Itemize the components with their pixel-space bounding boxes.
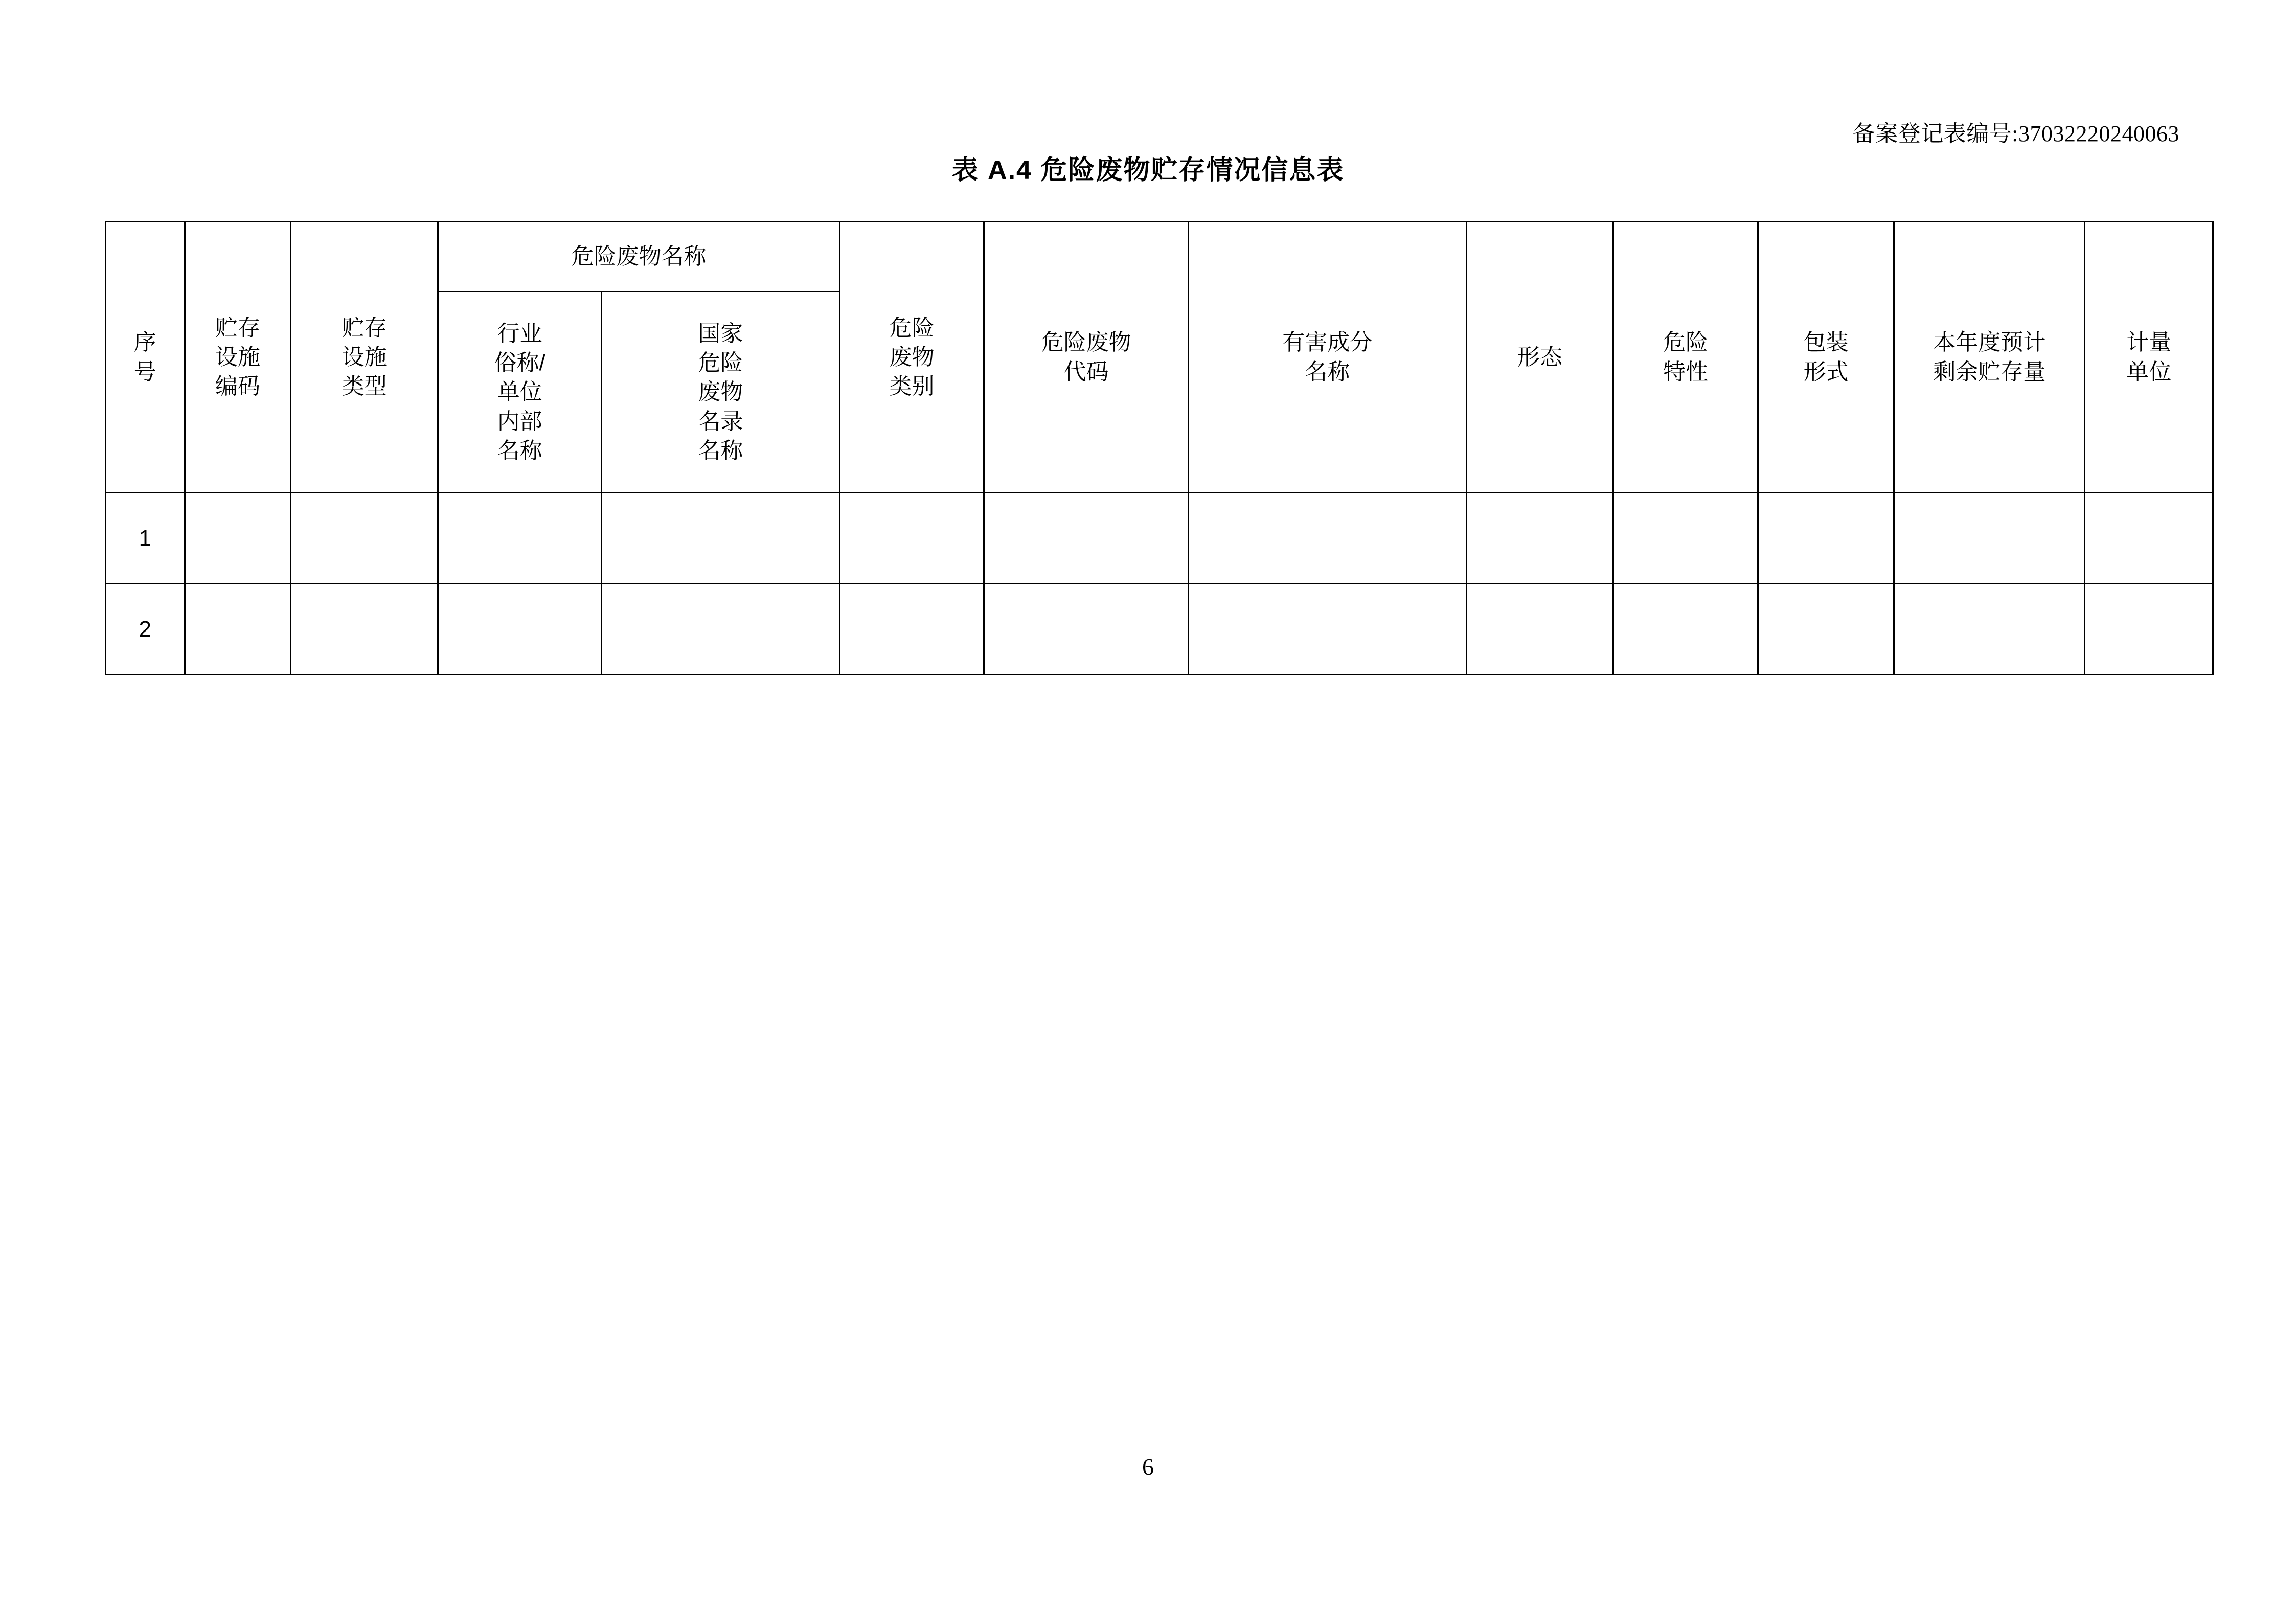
col-header-waste-code-line1: 危险废物: [1041, 330, 1131, 355]
cell-waste-code[interactable]: [984, 493, 1189, 584]
cell-industry-name[interactable]: [438, 584, 602, 675]
col-header-estimated-remaining-line1: 本年度预计: [1933, 330, 2046, 355]
col-header-harmful-component-line2: 名称: [1305, 359, 1350, 385]
cell-package-form[interactable]: [1758, 493, 1894, 584]
col-header-facility-code-line1: 贮存: [215, 315, 260, 341]
col-header-form-line1: 形态: [1517, 344, 1562, 370]
col-header-unit: [2085, 222, 2213, 493]
col-header-hazard-property: [1613, 222, 1758, 493]
col-header-facility-type-line3: 类型: [342, 374, 387, 399]
cell-facility-type[interactable]: [291, 584, 438, 675]
col-header-package-form-line1: 包装: [1803, 330, 1849, 355]
col-header-unit-line2: 单位: [2126, 359, 2172, 385]
col-header-hazard-property-line1: 危险: [1663, 330, 1709, 355]
col-header-estimated-remaining: [1894, 222, 2085, 493]
page-number: 6: [1142, 1454, 1154, 1480]
col-header-facility-code: [185, 222, 291, 493]
cell-waste-code[interactable]: [984, 584, 1189, 675]
cell-waste-category[interactable]: [839, 584, 984, 675]
cell-catalog-name[interactable]: [601, 493, 839, 584]
col-header-catalog-name: [601, 292, 839, 493]
col-header-seq: [106, 222, 185, 493]
col-header-catalog-name-line4: 名录: [698, 409, 743, 434]
cell-waste-category[interactable]: [839, 493, 984, 584]
waste-storage-table: [105, 221, 2214, 675]
col-header-hazard-property-line2: 特性: [1663, 359, 1709, 385]
col-header-waste-category-line3: 类别: [889, 374, 935, 399]
cell-seq: 2: [106, 584, 185, 675]
table-header-row-top: [106, 222, 2213, 292]
col-header-seq-line1: 序: [133, 330, 156, 355]
col-header-catalog-name-line1: 国家: [698, 321, 743, 347]
col-header-seq-line2: 号: [133, 359, 156, 385]
col-header-catalog-name-line5: 名称: [698, 438, 743, 463]
col-header-waste-category-line2: 废物: [889, 344, 935, 370]
col-header-package-form: [1758, 222, 1894, 493]
col-header-facility-code-line2: 设施: [215, 344, 260, 370]
cell-facility-code[interactable]: [185, 584, 291, 675]
col-header-facility-type: [291, 222, 438, 493]
col-header-waste-category: [839, 222, 984, 493]
cell-facility-type[interactable]: [291, 493, 438, 584]
table-row[interactable]: [106, 493, 2213, 584]
col-header-unit-line1: 计量: [2126, 330, 2172, 355]
table-row[interactable]: [106, 584, 2213, 675]
cell-package-form[interactable]: [1758, 584, 1894, 675]
cell-unit[interactable]: [2085, 584, 2213, 675]
col-header-industry-name-line3: 单位: [497, 379, 542, 405]
cell-estimated-remaining[interactable]: [1894, 493, 2085, 584]
col-header-estimated-remaining-line2: 剩余贮存量: [1933, 359, 2046, 385]
col-header-harmful-component-line1: 有害成分: [1282, 330, 1373, 355]
col-header-facility-type-line1: 贮存: [342, 315, 387, 341]
col-header-catalog-name-line3: 废物: [698, 379, 743, 405]
cell-catalog-name[interactable]: [601, 584, 839, 675]
col-header-waste-name-group: 危险废物名称: [438, 222, 840, 292]
col-header-waste-category-line1: 危险: [889, 315, 935, 341]
cell-facility-code[interactable]: [185, 493, 291, 584]
cell-form[interactable]: [1466, 584, 1613, 675]
cell-form[interactable]: [1466, 493, 1613, 584]
cell-unit[interactable]: [2085, 493, 2213, 584]
col-header-facility-code-line3: 编码: [215, 374, 260, 399]
col-header-package-form-line2: 形式: [1803, 359, 1849, 385]
col-header-harmful-component: [1188, 222, 1466, 493]
cell-harmful-component[interactable]: [1188, 493, 1466, 584]
col-header-industry-name-line5: 名称: [497, 438, 542, 463]
cell-harmful-component[interactable]: [1188, 584, 1466, 675]
record-number: 备案登记表编号:37032220240063: [1852, 121, 2179, 146]
col-header-industry-name: [438, 292, 602, 493]
col-header-industry-name-line1: 行业: [497, 321, 542, 347]
col-header-industry-name-line2: 俗称/: [494, 350, 545, 376]
cell-industry-name[interactable]: [438, 493, 602, 584]
col-header-industry-name-line4: 内部: [497, 409, 542, 434]
cell-hazard-property[interactable]: [1613, 493, 1758, 584]
col-header-waste-code-line2: 代码: [1063, 359, 1109, 385]
cell-hazard-property[interactable]: [1613, 584, 1758, 675]
col-header-catalog-name-line2: 危险: [698, 350, 743, 376]
waste-storage-table-wrapper: [105, 221, 2214, 675]
cell-seq: 1: [106, 493, 185, 584]
col-header-facility-type-line2: 设施: [342, 344, 387, 370]
page-title: 表 A.4 危险废物贮存情况信息表: [951, 155, 1345, 185]
cell-estimated-remaining[interactable]: [1894, 584, 2085, 675]
col-header-form: [1466, 222, 1613, 493]
col-header-waste-code: [984, 222, 1189, 493]
